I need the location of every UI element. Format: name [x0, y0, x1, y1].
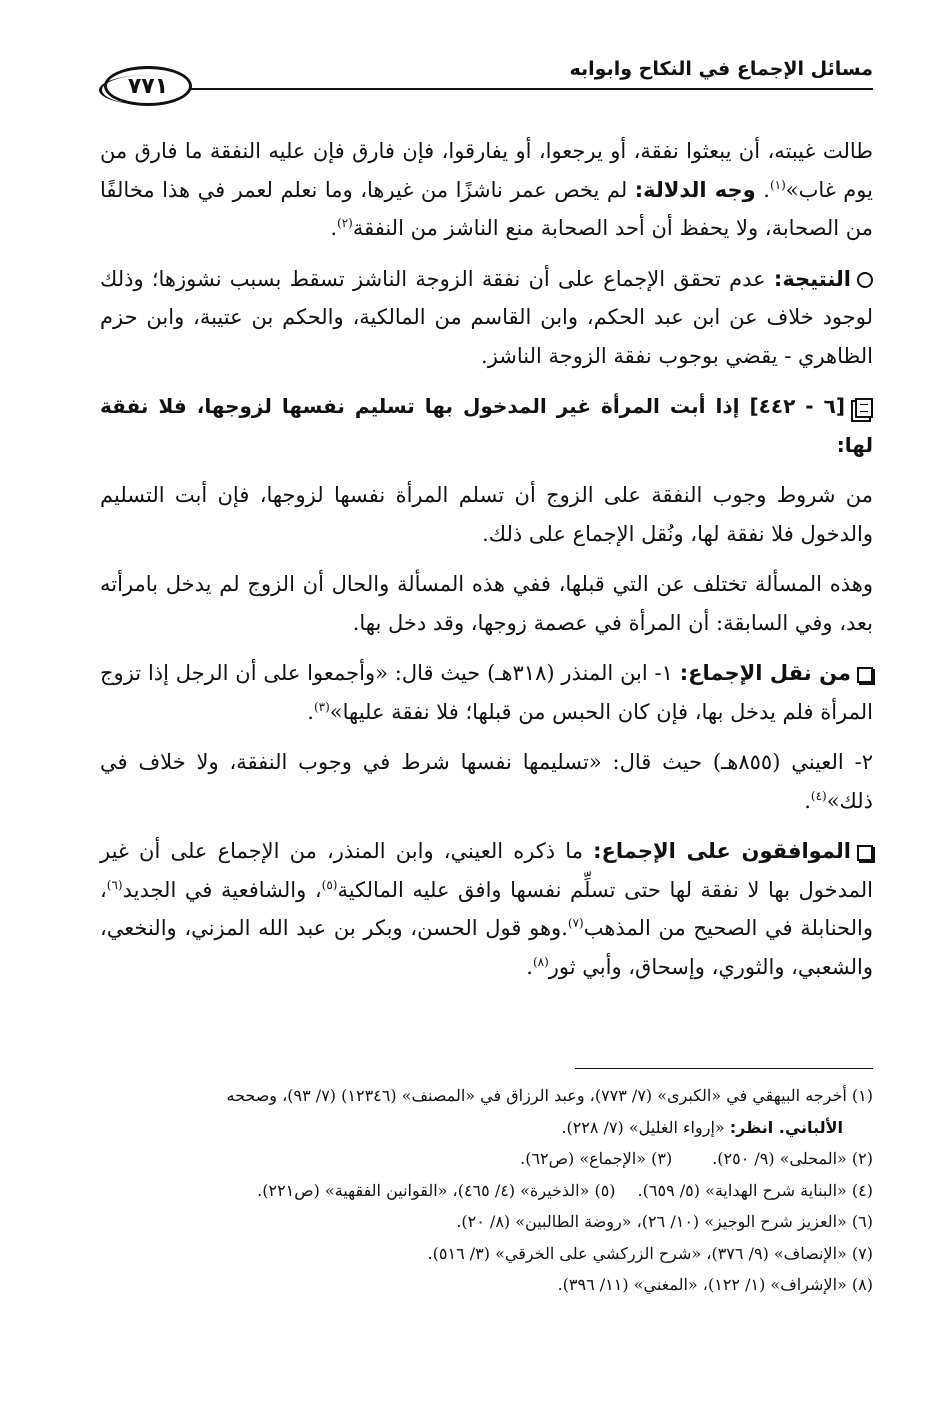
paragraph-conditions: من شروط وجوب النفقة على الزوج أن تسلم المرأة نفسها لزوجها، فإن أبت التسليم والدخول فلا نفقة لها، ونُقل الإجماع على ذلك.: [100, 483, 873, 546]
page-number: ٧٧١: [127, 73, 169, 99]
page-number-oval: [104, 66, 192, 106]
issue-heading: [٦ - ٤٤٢] إذا أبت المرأة غير المدخول بها تسليم نفسها لزوجها، فلا نفقة لها:: [100, 394, 873, 457]
paragraph-continuation: طالت غيبته، أن يبعثوا نفقة، أو يرجعوا، أو يفارقوا، فإن فارق فإن عليه النفقة ما فارق من يوم غاب»$^{(١)}$. وجه الدلالة: لم يخص عمر ناشزًا من غيرها، وما نعلم لعمر في هذا مخالفًا من الصحابة، ولا يحفظ أن أحد الصحابة منع الناشز من النفقة$^{(٢)}$.: [100, 139, 873, 240]
footnote-ref: (٤): [810, 788, 827, 803]
footnote-1-cont: الألباني. انظر: «إرواء الغليل» (٧/ ٢٢٨).: [561, 1117, 843, 1137]
agreeing-paragraph: الموافقون على الإجماع: ما ذكره العيني، وابن المنذر، من الإجماع على أن غير المدخول بها لا نفقة لها حتى تسلِّم نفسها وافق عليه المالكية$^{(٥)}$، والشافعية في الجديد$^{(٦)}$، والحنابلة في الصحيح من المذهب$^{(٧)}$.وهو قول الحسن، وبكر بن عبد الله المزني، والنخعي، والشعبي، والثوري، وإسحاق، وأبي ثور$^{(٨)}$.: [100, 839, 874, 979]
main-text: [100, 132, 873, 998]
footnote-4-5: (٤) «البناية شرح الهداية» (٥/ ٦٥٩).(٥) «الذخيرة» (٤/ ٤٦٥)، «القوانين الفقهية» (ص٢٢١).: [257, 1180, 873, 1200]
footnote-ref: (٨): [532, 954, 549, 969]
footnote-8: (٨) «الإشراف» (١/ ١٢٢)، «المغني» (١١/ ٣٩٦).: [557, 1275, 873, 1294]
footnote-ref: (٧): [567, 916, 584, 930]
footnote-ref: (٦): [106, 877, 123, 892]
footnote-6: (٦) «العزيز شرح الوجيز» (١٠/ ٢٦)، «روضة الطالبين» (٨/ ٢٠).: [456, 1212, 873, 1231]
footnote-1: (١) أخرجه البيهقي في «الكبرى» (٧/ ٧٧٣)، وعبد الرزاق في «المصنف» (١٢٣٤٦) (٧/ ٩٣)، وصححه: [226, 1086, 873, 1105]
inference-label: وجه الدلالة:: [634, 177, 756, 202]
footnote-ref: (٥): [321, 877, 338, 892]
transmitter-two: ٢- العيني (٨٥٥هـ) حيث قال: «تسليمها نفسها شرط في وجوب النفقة، ولا خلاف في ذلك»$^{(٤)}$.: [100, 750, 873, 813]
transmitters-paragraph: من نقل الإجماع: ١- ابن المنذر (٣١٨هـ) حيث قال: «وأجمعوا على أن الرجل إذا تزوج المرأة فلم يدخل بها، فإن كان الحبس من قبلها؛ فلا نفقة عليها»$^{(٣)}$.: [100, 661, 873, 724]
circle-bullet-icon: [857, 272, 873, 288]
paragraph-difference: وهذه المسألة تختلف عن التي قبلها، ففي هذه المسألة والحال أن الزوج لم يدخل بامرأته بعد، وفي السابقة: أن المرأة في عصمة زوجها، وقد دخل بها.: [100, 572, 873, 635]
square-bullet-icon: [857, 845, 873, 861]
running-title: مسائل الإجماع في النكاح وابوابه: [569, 58, 873, 80]
square-bullet-icon: [857, 667, 873, 683]
footnote-7: (٧) «الإنصاف» (٩/ ٣٧٦)، «شرح الزركشي على الخرقي» (٣/ ٥١٦).: [427, 1243, 873, 1263]
header-rule: [190, 88, 873, 90]
footnote-ref: (١): [769, 177, 786, 192]
footnote-2-3: (٢) «المحلى» (٩/ ٢٥٠).(٣) «الإجماع» (ص٦٢).: [520, 1149, 873, 1168]
result-label: النتيجة:: [773, 266, 851, 291]
footnotes: [100, 1080, 873, 1301]
document-icon: [855, 398, 873, 418]
agreeing-label: الموافقون على الإجماع:: [593, 839, 851, 863]
footnote-rule: [575, 1068, 873, 1069]
transmitters-label: من نقل الإجماع:: [679, 661, 851, 685]
footnote-ref: (٢): [337, 216, 353, 230]
result-paragraph: النتيجة: عدم تحقق الإجماع على أن نفقة الزوجة الناشز تسقط بسبب نشوزها؛ وذلك لوجود خلاف عن ابن عبد الحكم، وابن القاسم من المالكية، والحكم بن عتيبة، وابن حزم الظاهري - يقضي بوجوب نفقة الزوجة الناشز.: [100, 266, 873, 368]
footnote-ref: (٣): [313, 699, 330, 714]
